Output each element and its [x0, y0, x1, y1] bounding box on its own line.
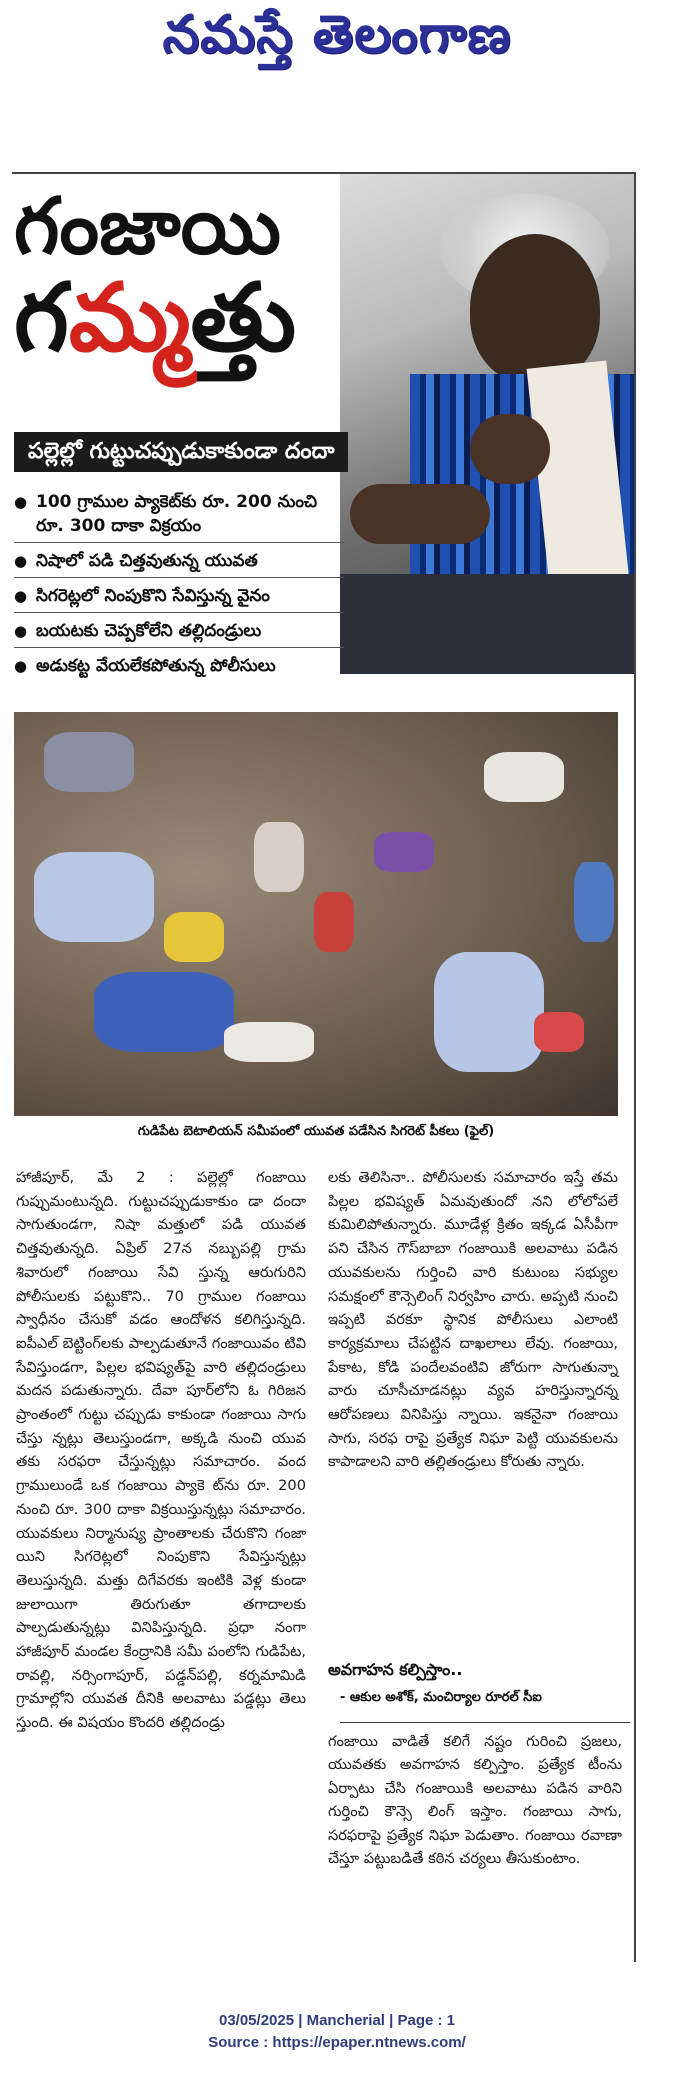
arm-shape: [350, 484, 490, 544]
footer-source-link[interactable]: Source : https://epaper.ntnews.com/: [208, 2034, 466, 2051]
headline-line1: గంజాయి: [14, 182, 281, 272]
waste-blob: [254, 822, 304, 892]
footer-date-line: 03/05/2025 | Mancherial | Page : 1: [218, 2012, 456, 2029]
hand-shape: [470, 414, 550, 484]
headline-line2: [14, 264, 297, 373]
headline-line2-a: గ: [14, 264, 69, 373]
headline-line2-c: త్తు: [190, 264, 297, 373]
headline: [14, 182, 297, 373]
waste-blob: [164, 912, 224, 962]
waste-blob: [224, 1022, 314, 1062]
bullet-list: [14, 490, 344, 688]
pants-shape: [340, 574, 634, 674]
waste-blob: [574, 862, 614, 942]
headline-line2-accent: మ్మ: [68, 264, 191, 373]
waste-blob: [94, 972, 234, 1052]
bullet-item: ● బయటకు చెప్పకోలేని తల్లిదండ్రులు: [14, 619, 344, 648]
article-body-left: హాజీపూర్, మే 2 : పల్లెల్లో గంజాయి గుప్పుమంటున్నది. గుట్టుచప్పుడుకాకుం డా దందా సాగుతుండగా, నిషా మత్తులో పడి యువత చిత్తవుతున్నది. ఏప్రిల్ 27న నబ్బుపల్లి గ్రామ శివారులో గంజాయి సేవి స్తున్న ఆరుగురిని పోలీసులకు పట్టుకొని.. 70 గ్రాముల గంజాయి స్వాధీనం చేసుకో వడం ఆందోళన కలిగిస్తున్నది. ఐపీఎల్ బెట్టింగ్‌లకు పాల్పడుతూనే గంజాయివం టివి సేవిస్తుండగా, పిల్లల భవిష్యత్‌పై వారి తల్లిదండ్రులు మదన పడుతున్నారు. దేవా పూర్‌లోని ఓ గిరిజన ప్రాంతంలో గుట్టు చప్పుడు కాకుండా గంజాయి సాగు చేస్తు న్నట్లు తెలుస్తుండగా, అక్కడి నుంచి యువ తకు సరఫరా చేస్తున్నట్లు సమాచారం. వంద గ్రాములుండే ఒక గంజాయి ప్యాకె ట్‌ను రూ. 200 నుంచి రూ. 300 దాకా విక్రయిస్తున్నట్లు సమాచారం. యువకులు నిర్మానుష్య ప్రాంతాలకు చేరుకొని గంజా యిని సిగరెట్లలో నింపుకొని సేవిస్తున్నట్లు తెలుస్తున్నది. మత్తు దిగేవరకు ఇంటికి వెళ్ల కుండా జులాయిగా తిరుగుతూ తగాదాలకు పాల్పడుతున్నట్లు వినిపిస్తున్నది. ప్రధా నంగా హాజీపూర్ మండల కేంద్రానికి సమీ పంలోని గుడిపేట, రావల్లి, నర్సింగాపూర్, పడ్డన్‌పల్లి, కర్నమామిడి గ్రామాల్లోని యువత దీనికి అలవాటు పడ్డట్లు తెలు స్తుంది. ఈ విషయం కొందరి తల్లిదండ్రు: [16, 1169, 306, 1732]
cigarette-waste-photo: [14, 712, 618, 1116]
waste-blob: [44, 732, 134, 792]
kicker: పల్లెల్లో గుట్టుచప్పుడుకాకుండా దందా: [14, 432, 348, 472]
newspaper-title: నమస్తే తెలంగాణ: [162, 5, 512, 65]
quote-text: గంజాయి వాడితే కలిగే నష్టం గురించి ప్రజలు, యువతకు అవగాహన కల్పిస్తాం. ప్రత్యేక టీంను ఏర్పాటు చేసి గంజాయికి అలవాటు పడిన వారిని గుర్తించి కౌన్సె లింగ్ ఇస్తాం. గంజాయి సాగు, సరఫరాపై ప్రత్యేక నిఘా పెడుతాం. గంజాయి రవాణా చేస్తూ పట్టుబడితే కఠిన చర్యలు తీసుకుంటాం.: [328, 1733, 622, 1868]
waste-blob: [34, 852, 154, 942]
head-shape: [470, 234, 600, 384]
footer: [0, 2010, 674, 2054]
masthead: [0, 0, 674, 70]
photo-caption: గుడిపేట బెటాలియన్ సమీపంలో యువత పడేసిన సిగరెట్ పీకలు (ఫైల్): [137, 1124, 495, 1139]
waste-blob: [484, 752, 564, 802]
waste-blob: [314, 892, 354, 952]
bullet-item: ● నిషాలో పడి చిత్తవుతున్న యువత: [14, 549, 344, 578]
byline: - ఆకుల అశోక్, మంచిర్యాల రూరల్ సీఐ: [340, 1690, 630, 1723]
bullet-item: ● సిగరెట్లలో నింపుకొని సేవిస్తున్న వైనం: [14, 584, 344, 613]
waste-blob: [434, 952, 544, 1072]
smoker-photo: [340, 174, 634, 674]
bullet-item: ● అడుకట్ట వేయలేకపోతున్న పోలీసులు: [14, 654, 344, 682]
bullet-item: ● 100 గ్రాముల ప్యాకెట్‌కు రూ. 200 నుంచి రూ. 300 దాకా విక్రయం: [14, 490, 344, 543]
waste-blob: [534, 1012, 584, 1052]
article-body-right: లకు తెలిసినా.. పోలీసులకు సమాచారం ఇస్తే తమ పిల్లల భవిష్యత్ ఏమవుతుందో నని లోలోపలే కుమిలిపోతున్నారు. మూడేళ్ల క్రితం ఇక్కడ ఏసీపీగా పని చేసిన గౌస్‌బాబా గంజాయికి అలవాటు పడిన యువకులను గుర్తించి వారి కుటుంబ సభ్యుల సమక్షంలో కౌన్సెలింగ్ నిర్వహిం చారు. అప్పటి నుంచి ఇప్పటి వరకూ స్థానిక పోలీసులు ఎలాంటి కార్యక్రమాలు చేపట్టిన దాఖలాలు లేవు. గంజాయి, పేకాట, కోడి పందేలవంటివి జోరుగా సాగుతున్నా వారు చూసీచూడనట్లు వ్యవ హరిస్తున్నారన్న ఆరోపణలు వినిపిస్తు న్నాయి. ఇకనైనా గంజాయి సాగు, సరఫ రాపై ప్రత్యేక నిఘా పెట్టి యువకులను కాపాడాలని వారి తల్లితండ్రులు కోరుతు న్నారు.: [328, 1169, 618, 1471]
subheading: అవగాహన కల్పిస్తాం..: [328, 1660, 463, 1679]
waste-blob: [374, 832, 434, 872]
